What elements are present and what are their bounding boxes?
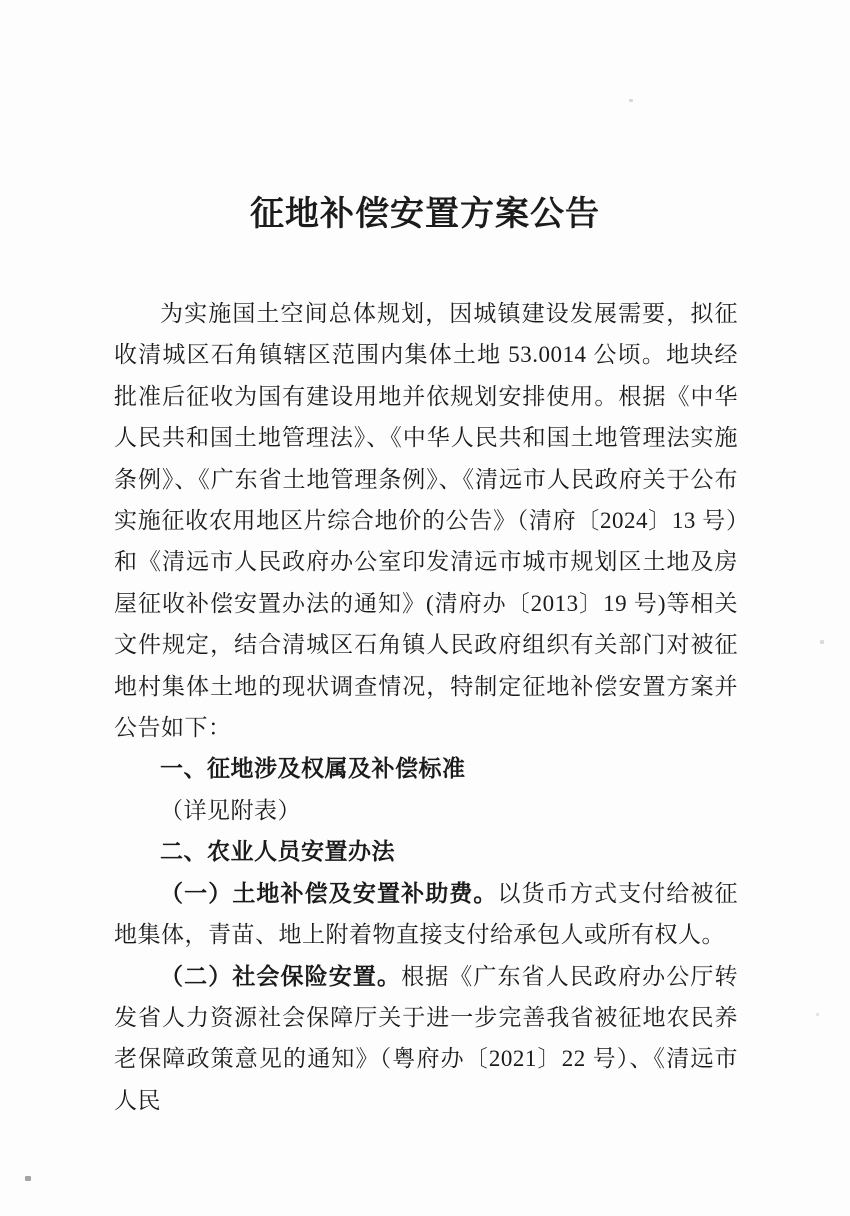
scan-speck bbox=[629, 99, 633, 102]
paragraph-item-1-land-compensation bbox=[114, 873, 738, 956]
heading-text: 一、征地涉及权属及补偿标准 bbox=[160, 755, 466, 782]
document-title: 征地补偿安置方案公告 bbox=[250, 196, 600, 233]
paragraph-item-2-social-insurance bbox=[114, 956, 738, 1122]
paragraph-text: （详见附表） bbox=[160, 797, 301, 823]
paragraph-lead-bold: （二）社会保险安置。 bbox=[160, 962, 402, 989]
heading-section-1 bbox=[114, 748, 738, 789]
heading-text: 二、农业人员安置办法 bbox=[160, 838, 395, 865]
paragraph-see-attached-table bbox=[114, 790, 738, 831]
scan-speck bbox=[25, 1176, 31, 1181]
paragraph-text: 以货币方式支付给被征地集体，青苗、地上附着物直接支付给承包人或所有权人。 bbox=[114, 880, 739, 948]
scan-speck bbox=[820, 640, 824, 644]
document-body bbox=[114, 293, 738, 1121]
paragraph-text: 为实施国土空间总体规划，因城镇建设发展需要，拟征收清城区石角镇辖区范围内集体土地 53.0014 公顷。地块经批准后征收为国有建设用地并依规划安排使用。根据《中华人民共和国土地管理法》、《中华人民共和国土地管理法实施条例》、《广东省土地管理条例》、《清远市人民政府关于公布实施征收农用地区片综合地价的公告》（清府〔2024〕13 号）和《清远市人民政府办公室印发清远市城市规划区土地及房屋征收补偿安置办法的通知》(清府办〔2013〕19 号)等相关文件规定，结合清城区石角镇人民政府组织有关部门对被征地村集体土地的现状调查情况，特制定征地补偿安置方案并公告如下： bbox=[114, 301, 739, 741]
paragraph-lead-bold: （一）土地补偿及安置补助费。 bbox=[160, 879, 498, 906]
paragraph-intro bbox=[114, 293, 738, 748]
paragraph-text: 根据《广东省人民政府办公厅转发省人力资源社会保障厅关于进一步完善我省被征地农民养老保障政策意见的通知》（粤府办〔2021〕22 号）、《清远市人民 bbox=[114, 963, 739, 1113]
heading-section-2 bbox=[114, 831, 738, 872]
scan-speck bbox=[816, 1013, 819, 1016]
